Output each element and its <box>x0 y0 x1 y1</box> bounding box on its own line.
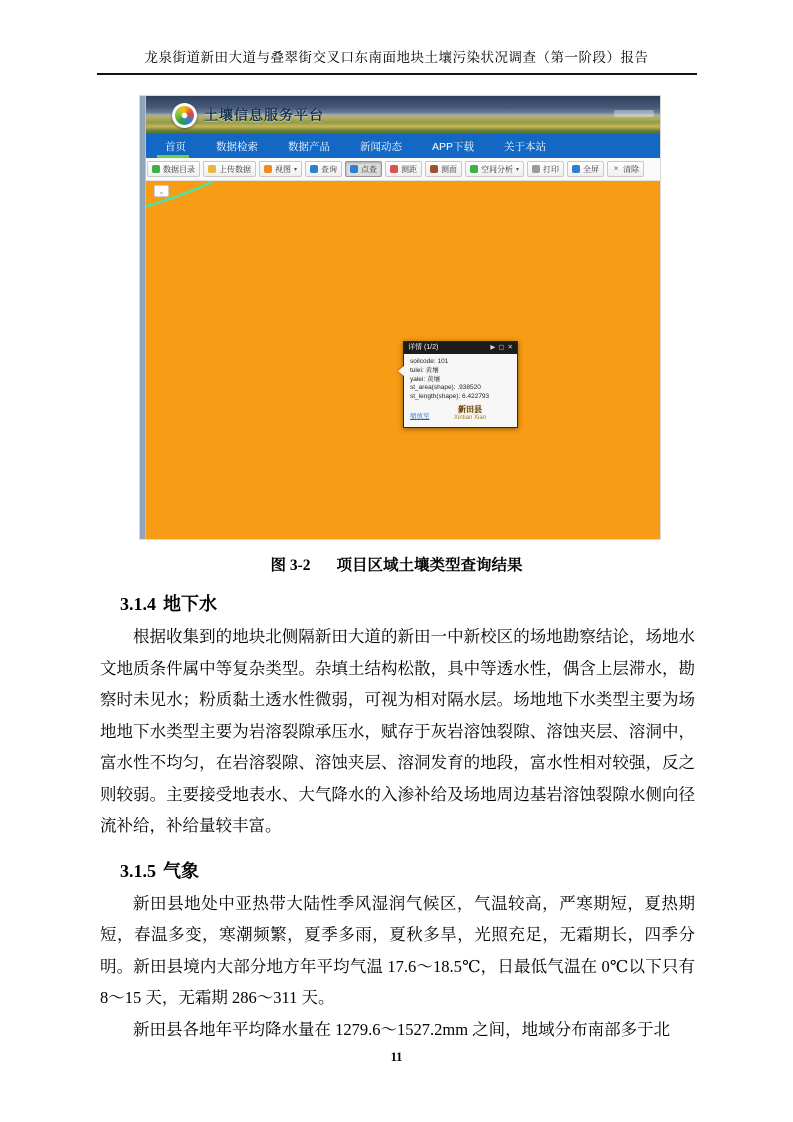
nav-item-data-search[interactable] <box>201 134 273 158</box>
section-heading-3-1-4 <box>120 590 695 616</box>
paragraph-rainfall: 新田县各地年平均降水量在 1279.6～1527.2mm 之间，地域分布南部多于北 <box>133 1019 671 1039</box>
logo-swirl-icon <box>175 106 194 125</box>
banner-user-area <box>614 110 654 117</box>
place-name: 新田县 <box>458 405 482 414</box>
toolbar-button-label: 上传数据 <box>219 164 251 174</box>
running-header <box>0 0 793 75</box>
toolbar-button-label: 查询 <box>321 164 338 174</box>
toolbar-button-label: 点查 <box>361 164 378 174</box>
figure-caption <box>0 553 793 575</box>
map-place-label <box>435 404 505 421</box>
popup-field-value: 6.422793 <box>462 393 490 401</box>
platform-banner <box>140 96 660 134</box>
nav-item-label: 数据产品 <box>288 140 330 153</box>
toolbar-identify-button[interactable] <box>345 161 382 177</box>
next-feature-icon[interactable]: ▶ <box>490 344 496 351</box>
popup-titlebar[interactable] <box>404 342 517 354</box>
measure-area-icon <box>430 165 438 173</box>
popup-field-key: soilcode : <box>410 358 437 365</box>
chevron-down-icon: ⌄ <box>158 186 165 196</box>
nav-item-app-download[interactable] <box>417 134 489 158</box>
place-pinyin: Xintian Xian <box>453 415 487 421</box>
platform-logo-icon <box>172 103 197 128</box>
map-canvas[interactable] <box>140 181 660 539</box>
popup-field-value: 101 <box>437 358 449 365</box>
nav-item-news[interactable] <box>345 134 417 158</box>
nav-item-label: 新闻动态 <box>360 140 402 153</box>
paragraph-climate: 新田县地处中亚热带大陆性季风湿润气候区，气温较高，严寒期短，夏热期短，春温多变，寒潮频繁，夏季多雨，夏秋多旱，光照充足，无霜期长，四季分明。新田县境内大部分地方年平均气温 17.6～18.5℃，日最低气温在 0℃以下只有 8～15 天，无霜期 286～311 天。 <box>100 893 695 1007</box>
section-title: 气象 <box>163 860 199 881</box>
toolbar-measure-distance-button[interactable] <box>385 161 422 177</box>
figure-caption-label: 图 3-2 <box>270 557 311 574</box>
nav-item-label: APP下载 <box>432 140 475 153</box>
toolbar-button-label: 测面 <box>441 164 458 174</box>
nav-item-label: 关于本站 <box>504 140 547 153</box>
toolbar-button-label: 打印 <box>543 164 560 174</box>
maximize-icon[interactable]: ▢ <box>498 344 505 351</box>
popup-title: 详情 (1/2) <box>408 344 439 351</box>
report-title: 龙泉街道新田大道与叠翠街交叉口东南面地块土壤污染状况调查（第一阶段）报告 <box>144 50 649 65</box>
toolbar-button-label: 空间分析 <box>481 164 514 174</box>
platform-title: 土壤信息服务平台 <box>204 107 324 123</box>
toolbar-button-label: 测距 <box>401 164 418 174</box>
nav-item-data-products[interactable] <box>273 134 345 158</box>
popup-field-value: 黄壤 <box>425 366 439 374</box>
spatial-analysis-icon <box>470 165 478 173</box>
fullscreen-icon <box>572 165 580 173</box>
body-content <box>0 590 793 1045</box>
toolbar-clear-button[interactable] <box>607 161 644 177</box>
toolbar-measure-area-button[interactable] <box>425 161 462 177</box>
popup-field-key: st_area(shape) : <box>410 384 457 391</box>
toolbar-fullscreen-button[interactable] <box>567 161 604 177</box>
nav-item-label: 数据检索 <box>216 140 258 153</box>
toolbar-button-label: 全屏 <box>583 164 600 174</box>
popup-field-key: tulei : <box>410 367 426 374</box>
nav-item-about[interactable] <box>489 134 561 158</box>
popup-field-key: st_length(shape) : <box>410 393 462 400</box>
toolbar-view-button[interactable] <box>259 161 302 177</box>
figure-caption-text: 项目区域土壤类型查询结果 <box>336 557 523 574</box>
view-magnifier-icon <box>264 165 272 173</box>
map-toolbar <box>140 158 660 181</box>
map-boundary-line <box>140 181 360 221</box>
section-heading-3-1-5 <box>120 857 695 883</box>
header-rule <box>97 73 697 75</box>
toolbar-button-label: 清除 <box>623 164 640 174</box>
window-left-border <box>140 96 146 539</box>
zoom-to-link[interactable]: 缩放至 <box>410 412 430 420</box>
toolbar-button-label: 数据目录 <box>163 164 195 174</box>
toolbar-print-button[interactable] <box>527 161 564 177</box>
print-icon <box>532 165 540 173</box>
map-panel-toggle[interactable] <box>154 185 169 197</box>
close-icon[interactable]: ✕ <box>507 344 513 351</box>
section-number: 3.1.5 <box>120 860 156 881</box>
main-nav <box>140 134 660 158</box>
measure-distance-icon <box>390 165 398 173</box>
popup-field <box>410 358 511 367</box>
figure-screenshot <box>140 96 660 539</box>
popup-field <box>410 393 511 402</box>
toolbar-spatial-analysis-button[interactable] <box>465 161 524 177</box>
section-number: 3.1.4 <box>120 594 156 614</box>
caret-down-icon: ▾ <box>294 166 298 173</box>
toolbar-upload-data-button[interactable] <box>203 161 256 177</box>
clear-icon: × <box>613 164 619 173</box>
popup-field <box>410 376 511 385</box>
page-number: 11 <box>390 1050 403 1064</box>
popup-field-value: 黄壤 <box>427 375 440 383</box>
section-title: 地下水 <box>163 594 217 614</box>
nav-item-home[interactable] <box>150 134 201 158</box>
popup-pointer <box>398 366 404 376</box>
toolbar-button-label: 视图 <box>275 164 291 174</box>
popup-field-key: yalei : <box>410 376 427 383</box>
popup-field-value: .938520 <box>457 384 481 392</box>
toolbar-data-catalog-button[interactable] <box>147 161 200 177</box>
toolbar-query-button[interactable] <box>305 161 342 177</box>
search-icon <box>310 165 318 173</box>
upload-icon <box>208 165 216 173</box>
popup-body <box>404 354 517 403</box>
identify-icon <box>350 165 358 173</box>
nav-item-label: 首页 <box>165 140 186 153</box>
catalog-icon <box>152 165 160 173</box>
caret-down-icon: ▾ <box>516 166 520 173</box>
popup-field <box>410 367 511 376</box>
popup-field <box>410 384 511 393</box>
paragraph-groundwater: 根据收集到的地块北侧隔新田大道的新田一中新校区的场地勘察结论，场地水文地质条件属中等复杂类型。杂填土结构松散，具中等透水性，偶含上层滞水，勘察时未见水；粉质黏土透水性微弱，可视为相对隔水层。场地地下水类型主要为场地地下水类型主要为岩溶裂隙承压水，赋存于灰岩溶蚀裂隙、溶蚀夹层、溶洞中，富水性不均匀，在岩溶裂隙、溶蚀夹层、溶洞发育的地段，富水性相对较强，反之则较弱。主要接受地表水、大气降水的入渗补给及场地周边基岩溶蚀裂隙水侧向径流补给，补给量较丰富。 <box>100 627 695 835</box>
